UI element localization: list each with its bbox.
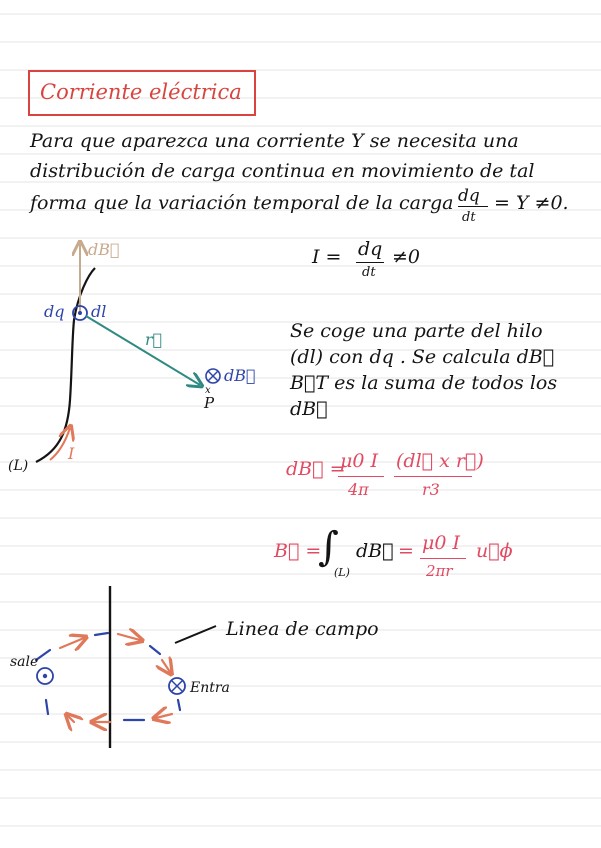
ampere-eq-sign: = <box>398 540 414 562</box>
wire-curve <box>36 268 95 462</box>
field-line-pointer <box>175 626 216 643</box>
point-p-label: P <box>204 394 215 412</box>
ampere-integral-sign: ∫ <box>318 524 339 570</box>
biot-coef-bar <box>338 476 384 477</box>
field-line-label: Linea de campo <box>226 618 379 640</box>
current-eq-rhs: ≠0 <box>392 246 421 268</box>
current-eq-lhs: I = <box>312 246 342 268</box>
intro-line-3-suffix: = Y ≠0. <box>494 192 569 214</box>
explanation-line-3: B⃗T es la suma de todos los <box>290 372 558 394</box>
explanation-line-1: Se coge una parte del hilo <box>290 320 543 342</box>
biot-coef-num: μ0 I <box>340 450 378 472</box>
intro-line-3-prefix: forma que la variación temporal de la carga <box>30 192 454 214</box>
current-eq-den: dt <box>362 265 376 280</box>
ampere-coef-num: μ0 I <box>422 532 460 554</box>
biot-vec-bar <box>394 476 472 477</box>
r-vector-label: r⃗ <box>145 330 163 349</box>
entra-label: Entra <box>190 680 230 696</box>
current-eq-num: dq <box>358 238 383 260</box>
dl-label: dl <box>91 302 107 321</box>
field-loop <box>36 633 180 722</box>
ampere-integral-sub: (L) <box>334 566 350 579</box>
dq-label: dq <box>44 302 65 321</box>
current-arrow <box>50 428 70 460</box>
biot-coef-den: 4π <box>348 480 369 499</box>
ampere-coef-den: 2πr <box>426 562 453 580</box>
sale-label: sale <box>10 654 39 670</box>
ampere-unit-vector: u⃗ϕ <box>476 540 513 562</box>
explanation-line-4: dB⃗ <box>290 398 328 420</box>
curve-l-label: (L) <box>8 458 29 474</box>
ampere-integrand: dB⃗ <box>356 540 394 562</box>
explanation-line-2: (dl) con dq . Se calcula dB⃗ <box>290 346 555 368</box>
intro-frac-num: dq <box>458 186 480 206</box>
intro-frac-den: dt <box>462 210 476 225</box>
biot-vec-den: r3 <box>422 480 440 499</box>
db-top-label: dB⃗ <box>88 240 120 259</box>
intro-frac-bar <box>458 206 488 207</box>
ampere-lhs: B⃗ = <box>274 540 322 562</box>
current-i-label: I <box>68 444 75 463</box>
ampere-coef-bar <box>420 558 466 559</box>
db-point-label: dB⃗ <box>224 366 256 385</box>
biot-lhs: dB⃗ = <box>286 458 346 480</box>
biot-vec-num: (dl⃗ x r⃗) <box>396 450 484 472</box>
current-eq-bar <box>356 262 384 263</box>
intro-line-1: Para que aparezca una corriente Y se necesita una <box>30 130 519 152</box>
page-title: Corriente eléctrica <box>40 80 242 104</box>
r-vector-arrow <box>86 316 200 385</box>
intro-line-2: distribución de carga continua en movimiento de tal <box>30 160 535 182</box>
point-x-mark: x <box>205 385 211 396</box>
